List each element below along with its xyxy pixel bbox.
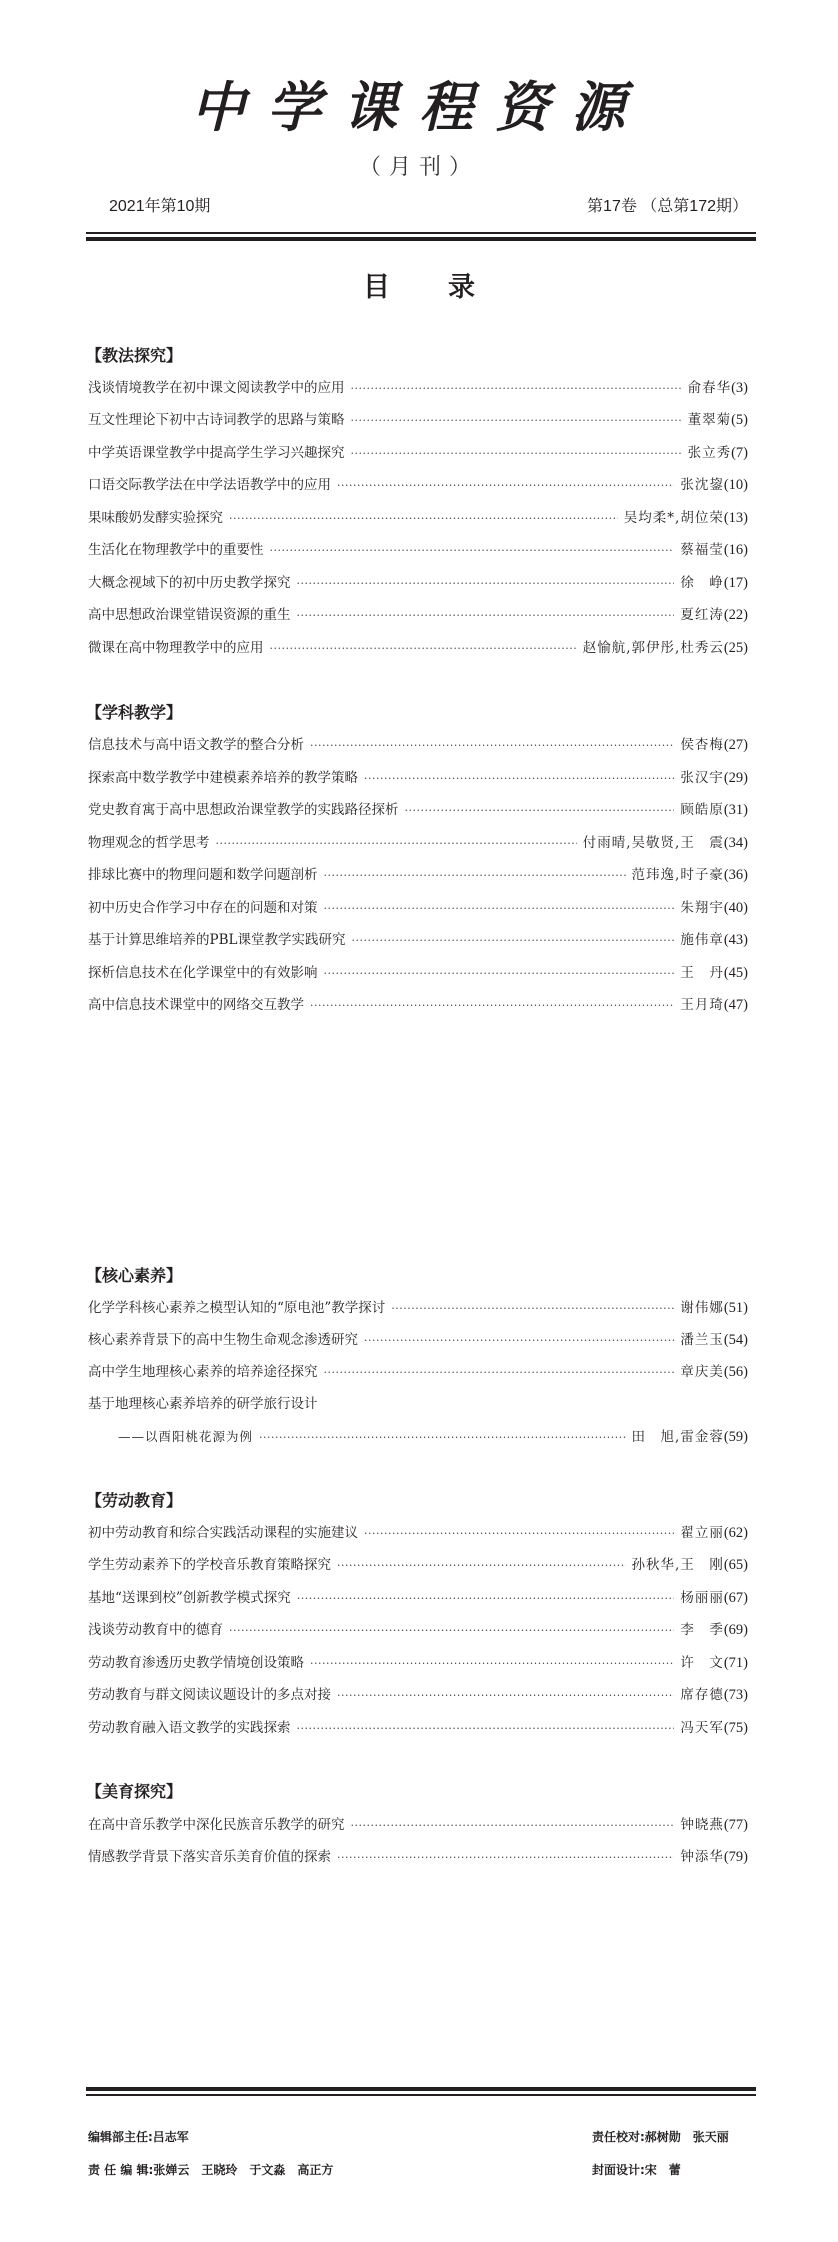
leader-dots: [270, 639, 577, 659]
leader-dots: [297, 606, 675, 626]
entry-title: 党史教育寓于高中思想政治课堂教学的实践路径探析: [88, 802, 399, 818]
toc-entry[interactable]: [88, 1620, 748, 1641]
entry-author: 徐 峥: [680, 575, 724, 591]
entry-author: 许 文: [680, 1655, 724, 1671]
toc-entry-subtitle[interactable]: [118, 1427, 748, 1448]
toc-entry[interactable]: [88, 800, 748, 821]
section-heading: 【学科教学】: [86, 703, 183, 722]
leader-dots: [364, 1331, 674, 1351]
journal-frequency: （月刊）: [358, 154, 479, 179]
toc-entry[interactable]: [88, 1523, 748, 1544]
entry-author: 赵愉航,郭伊彤,杜秀云: [582, 640, 724, 656]
volume-number: 第17卷 （总第172期）: [587, 198, 748, 215]
entry-page: (56): [723, 1364, 748, 1380]
entry-author: 吴均柔*,胡位荣: [623, 510, 724, 526]
toc-entry[interactable]: [88, 1555, 748, 1576]
leader-dots: [351, 931, 674, 951]
entry-page: (29): [723, 770, 748, 786]
entry-author: 潘兰玉: [680, 1332, 724, 1348]
entry-title: 高中学生地理核心素养的培养途径探究: [88, 1364, 318, 1380]
entry-author: 施伟章: [680, 932, 724, 948]
toc-entry[interactable]: [88, 475, 748, 496]
leader-dots: [364, 769, 674, 789]
entry-page: (22): [723, 607, 748, 623]
toc-entry[interactable]: [88, 443, 748, 464]
entry-author: 李 季: [680, 1622, 724, 1638]
entry-page: (7): [731, 445, 748, 461]
entry-page: (13): [723, 510, 748, 526]
section-heading: 【核心素养】: [86, 1266, 183, 1285]
entry-author: 孙秋华,王 刚: [631, 1557, 724, 1573]
entry-title: 浅谈劳动教育中的德育: [88, 1622, 223, 1638]
toc-entry[interactable]: [88, 378, 748, 399]
entry-title: 物理观念的哲学思考: [88, 835, 210, 851]
entry-title: 信息技术与高中语文教学的整合分析: [88, 737, 304, 753]
entry-title: 学生劳动素养下的学校音乐教育策略探究: [88, 1557, 331, 1573]
toc-entry[interactable]: [88, 930, 748, 951]
entry-author: 付雨晴,吴敬贤,王 震: [582, 835, 724, 851]
leader-dots: [351, 1816, 675, 1836]
leader-dots: [324, 899, 675, 919]
leader-dots: [364, 1524, 674, 1544]
entry-author: 范玮逸,时子豪: [631, 867, 724, 883]
leader-dots: [310, 996, 674, 1016]
leader-dots: [229, 1621, 674, 1641]
entry-title: 在高中音乐教学中深化民族音乐教学的研究: [88, 1817, 345, 1833]
entry-page: (25): [723, 640, 748, 656]
section-heading: 【美育探究】: [86, 1782, 183, 1801]
footer-cover-design: 封面设计:宋 蕾: [592, 2163, 681, 2177]
toc-entry[interactable]: [88, 995, 748, 1016]
entry-author: 王月琦: [680, 997, 724, 1013]
toc-entry[interactable]: [88, 1685, 748, 1706]
entry-author: 董翠菊: [687, 412, 732, 428]
issue-number: 2021年第10期: [109, 198, 211, 215]
entry-author: 钟添华: [680, 1849, 724, 1865]
entry-page: (45): [723, 965, 748, 981]
entry-page: (65): [723, 1557, 748, 1573]
entry-page: (59): [723, 1429, 748, 1445]
entry-title: 劳动教育与群文阅读议题设计的多点对接: [88, 1687, 331, 1703]
toc-entry[interactable]: [88, 833, 748, 854]
header-rule-thin: [86, 232, 756, 234]
section-heading: 【劳动教育】: [86, 1491, 183, 1510]
footer-rule-thick: [86, 2087, 756, 2091]
toc-entry[interactable]: [88, 898, 748, 919]
leader-dots: [229, 509, 618, 529]
footer-proofreaders: 责任校对:郝树勋 张天丽: [592, 2130, 729, 2144]
leader-dots: [337, 1848, 674, 1868]
leader-dots: [391, 1299, 674, 1319]
entry-author: 俞春华: [687, 380, 732, 396]
entry-title: 基于地理核心素养培养的研学旅行设计: [88, 1396, 318, 1412]
entry-page: (34): [723, 835, 748, 851]
entry-page: (10): [723, 477, 748, 493]
entry-author: 王 丹: [680, 965, 724, 981]
entry-page: (36): [723, 867, 748, 883]
entry-author: 张立秀: [687, 445, 732, 461]
entry-author: 顾皓原: [680, 802, 724, 818]
toc-entry[interactable]: [88, 1815, 748, 1836]
entry-title: 核心素养背景下的高中生物生命观念渗透研究: [88, 1332, 358, 1348]
footer-responsible-editors: 责 任 编 辑:张婵云 王晓玲 于文淼 高正方: [88, 2163, 334, 2177]
entry-page: (40): [723, 900, 748, 916]
leader-dots: [351, 444, 682, 464]
toc-entry[interactable]: [88, 1653, 748, 1674]
leader-dots: [216, 834, 577, 854]
toc-entry[interactable]: [88, 508, 748, 529]
entry-title: 初中历史合作学习中存在的问题和对策: [88, 900, 318, 916]
leader-dots: [351, 411, 682, 431]
entry-author: 朱翔宇: [680, 900, 724, 916]
leader-dots: [337, 1556, 626, 1576]
entry-title: 浅谈情境教学在初中课文阅读教学中的应用: [88, 380, 345, 396]
toc-entry[interactable]: [88, 1718, 748, 1739]
entry-author: 翟立丽: [680, 1525, 724, 1541]
entry-page: (71): [723, 1655, 748, 1671]
entry-page: (54): [723, 1332, 748, 1348]
entry-page: (27): [723, 737, 748, 753]
entry-author: 田 旭,雷金蓉: [631, 1429, 724, 1445]
header-rule-thick: [86, 237, 756, 241]
entry-author: 张沈鋆: [680, 477, 724, 493]
toc-entry[interactable]: [88, 1330, 748, 1351]
toc-entry[interactable]: [88, 735, 748, 756]
toc-entry[interactable]: [88, 768, 748, 789]
section-heading: 【教法探究】: [86, 346, 183, 365]
toc-entry[interactable]: [88, 1847, 748, 1868]
leader-dots: [324, 1363, 675, 1383]
entry-title: 情感教学背景下落实音乐美育价值的探索: [88, 1849, 331, 1865]
leader-dots: [297, 574, 675, 594]
entry-author: 夏红涛: [680, 607, 724, 623]
leader-dots: [310, 1654, 674, 1674]
leader-dots: [324, 866, 626, 886]
entry-author: 杨丽丽: [680, 1590, 724, 1606]
entry-author: 席存德: [680, 1687, 724, 1703]
entry-title: 互文性理论下初中古诗词教学的思路与策略: [88, 412, 345, 428]
toc-entry[interactable]: [88, 865, 748, 886]
entry-page: (69): [723, 1622, 748, 1638]
entry-page: (79): [723, 1849, 748, 1865]
entry-title: 口语交际教学法在中学法语教学中的应用: [88, 477, 331, 493]
entry-author: 钟晓燕: [680, 1817, 724, 1833]
footer-editor-director: 编辑部主任:吕志军: [88, 2130, 189, 2144]
leader-dots: [351, 379, 682, 399]
leader-dots: [310, 736, 674, 756]
entry-page: (31): [723, 802, 748, 818]
entry-title: 基于计算思维培养的PBL课堂教学实践研究: [88, 932, 346, 948]
toc-entry[interactable]: [88, 1298, 748, 1319]
toc-entry[interactable]: [88, 638, 748, 659]
entry-title: 劳动教育融入语文教学的实践探索: [88, 1720, 291, 1736]
toc-title: 目录: [363, 272, 533, 303]
entry-title: 化学学科核心素养之模型认知的“原电池”教学探讨: [88, 1300, 386, 1316]
entry-page: (51): [723, 1300, 748, 1316]
entry-page: (5): [731, 412, 748, 428]
entry-page: (73): [723, 1687, 748, 1703]
leader-dots: [324, 964, 675, 984]
entry-title: 初中劳动教育和综合实践活动课程的实施建议: [88, 1525, 358, 1541]
toc-entry[interactable]: [88, 573, 748, 594]
entry-title: 中学英语课堂教学中提高学生学习兴趣探究: [88, 445, 345, 461]
leader-dots: [405, 801, 675, 821]
entry-subtitle: ——以酉阳桃花源为例: [118, 1429, 254, 1444]
journal-title: 中学课程资源: [191, 75, 647, 139]
entry-title: 果味酸奶发酵实验探究: [88, 510, 223, 526]
toc-entry[interactable]: [88, 410, 748, 431]
toc-entry[interactable]: [88, 605, 748, 626]
entry-title: 大概念视域下的初中历史教学探究: [88, 575, 291, 591]
entry-author: 蔡福莹: [680, 542, 724, 558]
entry-title: 高中思想政治课堂错误资源的重生: [88, 607, 291, 623]
entry-page: (16): [723, 542, 748, 558]
leader-dots: [297, 1719, 675, 1739]
footer-rule-thin: [86, 2094, 756, 2096]
entry-page: (75): [723, 1720, 748, 1736]
toc-entry[interactable]: [88, 963, 748, 984]
entry-title: 排球比赛中的物理问题和数学问题剖析: [88, 867, 318, 883]
entry-author: 冯天军: [680, 1720, 724, 1736]
leader-dots: [259, 1428, 626, 1448]
entry-title: 微课在高中物理教学中的应用: [88, 640, 264, 656]
entry-title: 基地“送课到校”创新教学模式探究: [88, 1590, 291, 1606]
entry-page: (77): [723, 1817, 748, 1833]
entry-author: 侯杏梅: [680, 737, 724, 753]
leader-dots: [270, 541, 675, 561]
toc-entry[interactable]: [88, 540, 748, 561]
entry-author: 张汉宇: [680, 770, 724, 786]
toc-entry[interactable]: [88, 1362, 748, 1383]
entry-title: 探析信息技术在化学课堂中的有效影响: [88, 965, 318, 981]
leader-dots: [297, 1589, 675, 1609]
entry-page: (17): [723, 575, 748, 591]
entry-title: 探索高中数学教学中建模素养培养的教学策略: [88, 770, 358, 786]
leader-dots: [337, 476, 674, 496]
entry-title: 生活化在物理教学中的重要性: [88, 542, 264, 558]
entry-page: (3): [731, 380, 748, 396]
entry-page: (47): [723, 997, 748, 1013]
entry-page: (43): [723, 932, 748, 948]
toc-entry[interactable]: [88, 1588, 748, 1609]
entry-page: (67): [723, 1590, 748, 1606]
entry-author: 章庆美: [680, 1364, 724, 1380]
leader-dots: [337, 1686, 674, 1706]
entry-title: 高中信息技术课堂中的网络交互教学: [88, 997, 304, 1013]
entry-title: 劳动教育渗透历史教学情境创设策略: [88, 1655, 304, 1671]
entry-page: (62): [723, 1525, 748, 1541]
entry-author: 谢伟娜: [680, 1300, 724, 1316]
toc-entry[interactable]: [88, 1394, 748, 1414]
